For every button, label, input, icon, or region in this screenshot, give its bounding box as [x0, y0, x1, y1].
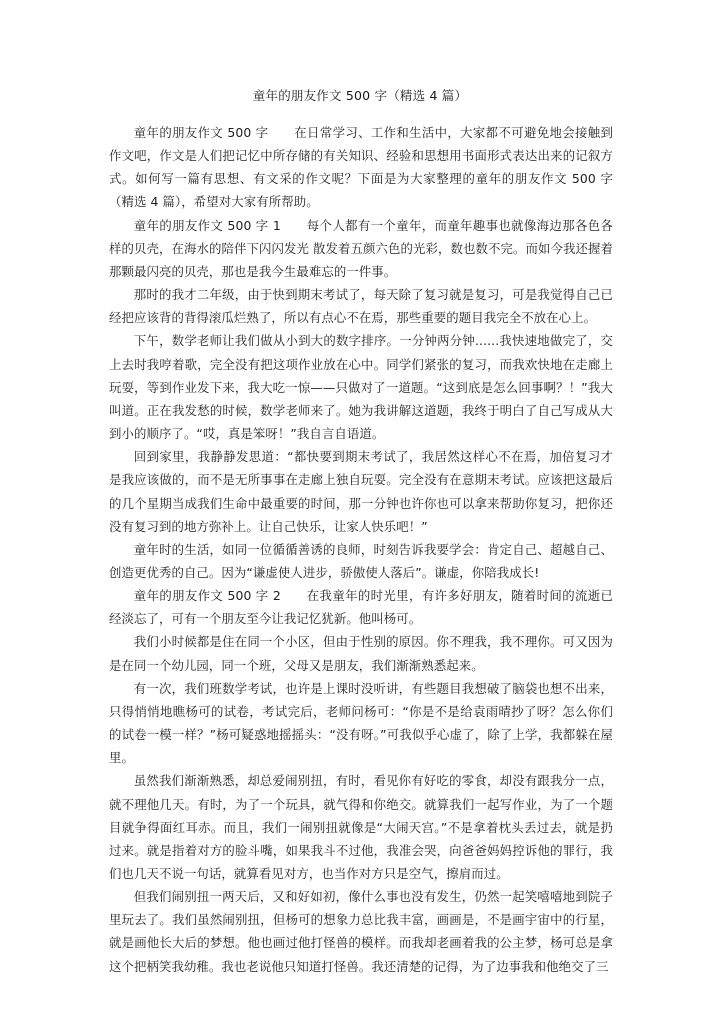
paragraph — [109, 329, 613, 445]
paragraph — [109, 538, 613, 584]
paragraph — [109, 584, 613, 630]
paragraph-text: 童年时的生活，如同一位循循善诱的良师，时刻告诉我要学会：肯定自己、超越自己、创造更优秀的自己。因为“谦虚使人进步，骄傲使人落后”。谦虚，你陪我成长! — [109, 541, 613, 580]
document-body — [109, 121, 613, 978]
paragraph-text: 每个人都有一个童年，而童年趣事也就像海边那各色各样的贝壳，在海水的陪伴下闪闪发光 散发着五颜六色的光彩，数也数不完。而如今我还握着那颗最闪亮的贝壳，那也是我今生最难忘的一件事。 — [109, 217, 613, 279]
paragraph — [109, 283, 613, 329]
paragraph — [109, 214, 613, 283]
paragraph-lead: 童年的朋友作文 500 字 1 — [133, 217, 281, 233]
paragraph-text: 下午，数学老师让我们做从小到大的数字排序。一分钟两分钟......我快速地做完了，交上去时我哼着歌，完全没有把这项作业放在心中。同学们紧张的复习，而我欢快地在走廊上玩耍，等到作业发下来，我大吃一惊——只做对了一道题。“这到底是怎么回事啊？！”我大叫道。正在我发愁的时候，数学老师来了。她为我讲解这道题，我终于明白了自己写成从大到小的顺序了。“哎，真是笨呀！”我自言自语道。 — [109, 333, 613, 442]
paragraph — [109, 630, 613, 676]
paragraph — [109, 885, 613, 978]
paragraph — [109, 769, 613, 885]
paragraph-text: 有一次，我们班数学考试，也许是上课时没听讲，有些题目我想破了脑袋也想不出来，只得悄悄地瞧杨可的试卷，考试完后，老师问杨可：“你是不是给袁雨晴抄了呀？怎么你们的试卷一模一样？”杨可疑惑地摇摇头：“没有呀。”可我似乎心虚了，除了上学，我都躲在屋里。 — [109, 680, 613, 766]
paragraph — [109, 121, 613, 214]
paragraph-text: 在日常学习、工作和生活中，大家都不可避免地会接触到作文吧，作文是人们把记忆中所存储的有关知识、经验和思想用书面形式表达出来的记叙方式。如何写一篇有思想、有文采的作文呢？下面是为大家整理的童年的朋友作文 500 字（精选 4 篇），希望对大家有所帮助。 — [109, 125, 614, 210]
paragraph-text: 我们小时候都是住在同一个小区，但由于性别的原因。你不理我，我不理你。可又因为是在同一个幼儿园，同一个班，父母又是朋友，我们渐渐熟悉起来。 — [109, 634, 613, 673]
document-title: 童年的朋友作文 500 字（精选 4 篇） — [252, 88, 468, 103]
paragraph-text: 在我童年的时光里，有许多好朋友，随着时间的流逝已经淡忘了，可有一个朋友至今让我记忆犹新。他叫杨可。 — [109, 588, 613, 627]
paragraph — [109, 677, 613, 770]
paragraph-lead: 童年的朋友作文 500 字 — [133, 125, 269, 140]
paragraph-text: 那时的我才二年级，由于快到期末考试了，每天除了复习就是复习，可是我觉得自己已经把应该背的背得滚瓜烂熟了，所以有点心不在焉，那些重要的题目我完全不放在心上。 — [109, 287, 613, 326]
paragraph-text: 回到家里，我静静发思道：“都快要到期末考试了，我居然这样心不在焉，加倍复习才是我应该做的，而不是无所事事在走廊上独自玩耍。完全没有在意期末考试。应该把这最后的几个星期当成我们生命中最重要的时间，那一分钟也许你也可以拿来帮助你复习，把你还没有复习到的地方弥补上。让自己快乐，让家人快乐吧！” — [109, 449, 613, 534]
paragraph-text: 虽然我们渐渐熟悉，却总爱闹别扭，有时，看见你有好吃的零食，却没有跟我分一点，就不理他几天。有时，为了一个玩具，就气得和你绝交。就算我们一起写作业，为了一个题目就争得面红耳赤。而且，我们一闹别扭就像是“大闹天宫。”不是拿着枕头丢过去，就是扔过来。就是指着对方的脸斗嘴，如果我斗不过他，我准会哭，向爸爸妈妈控诉他的罪行，我们也几天不说一句话，就算看见对方，也当作对方只是空气，擦肩而过。 — [109, 773, 613, 881]
paragraph-text: 但我们闹别扭一两天后，又和好如初，像什么事也没有发生，仍然一起笑嘻嘻地到院子里玩去了。我们虽然闹别扭，但杨可的想象力总比我丰富，画画是，不是画宇宙中的行星，就是画他长大后的梦想。他也画过他打怪兽的模样。而我却老画着我的公主梦，杨可总是拿这个把柄笑我幼稚。我也老说他只知道打怪兽。我还清楚的记得，为了边事我和他绝交了三 — [109, 889, 613, 974]
paragraph — [109, 445, 613, 538]
paragraph-lead: 童年的朋友作文 500 字 2 — [133, 588, 281, 604]
